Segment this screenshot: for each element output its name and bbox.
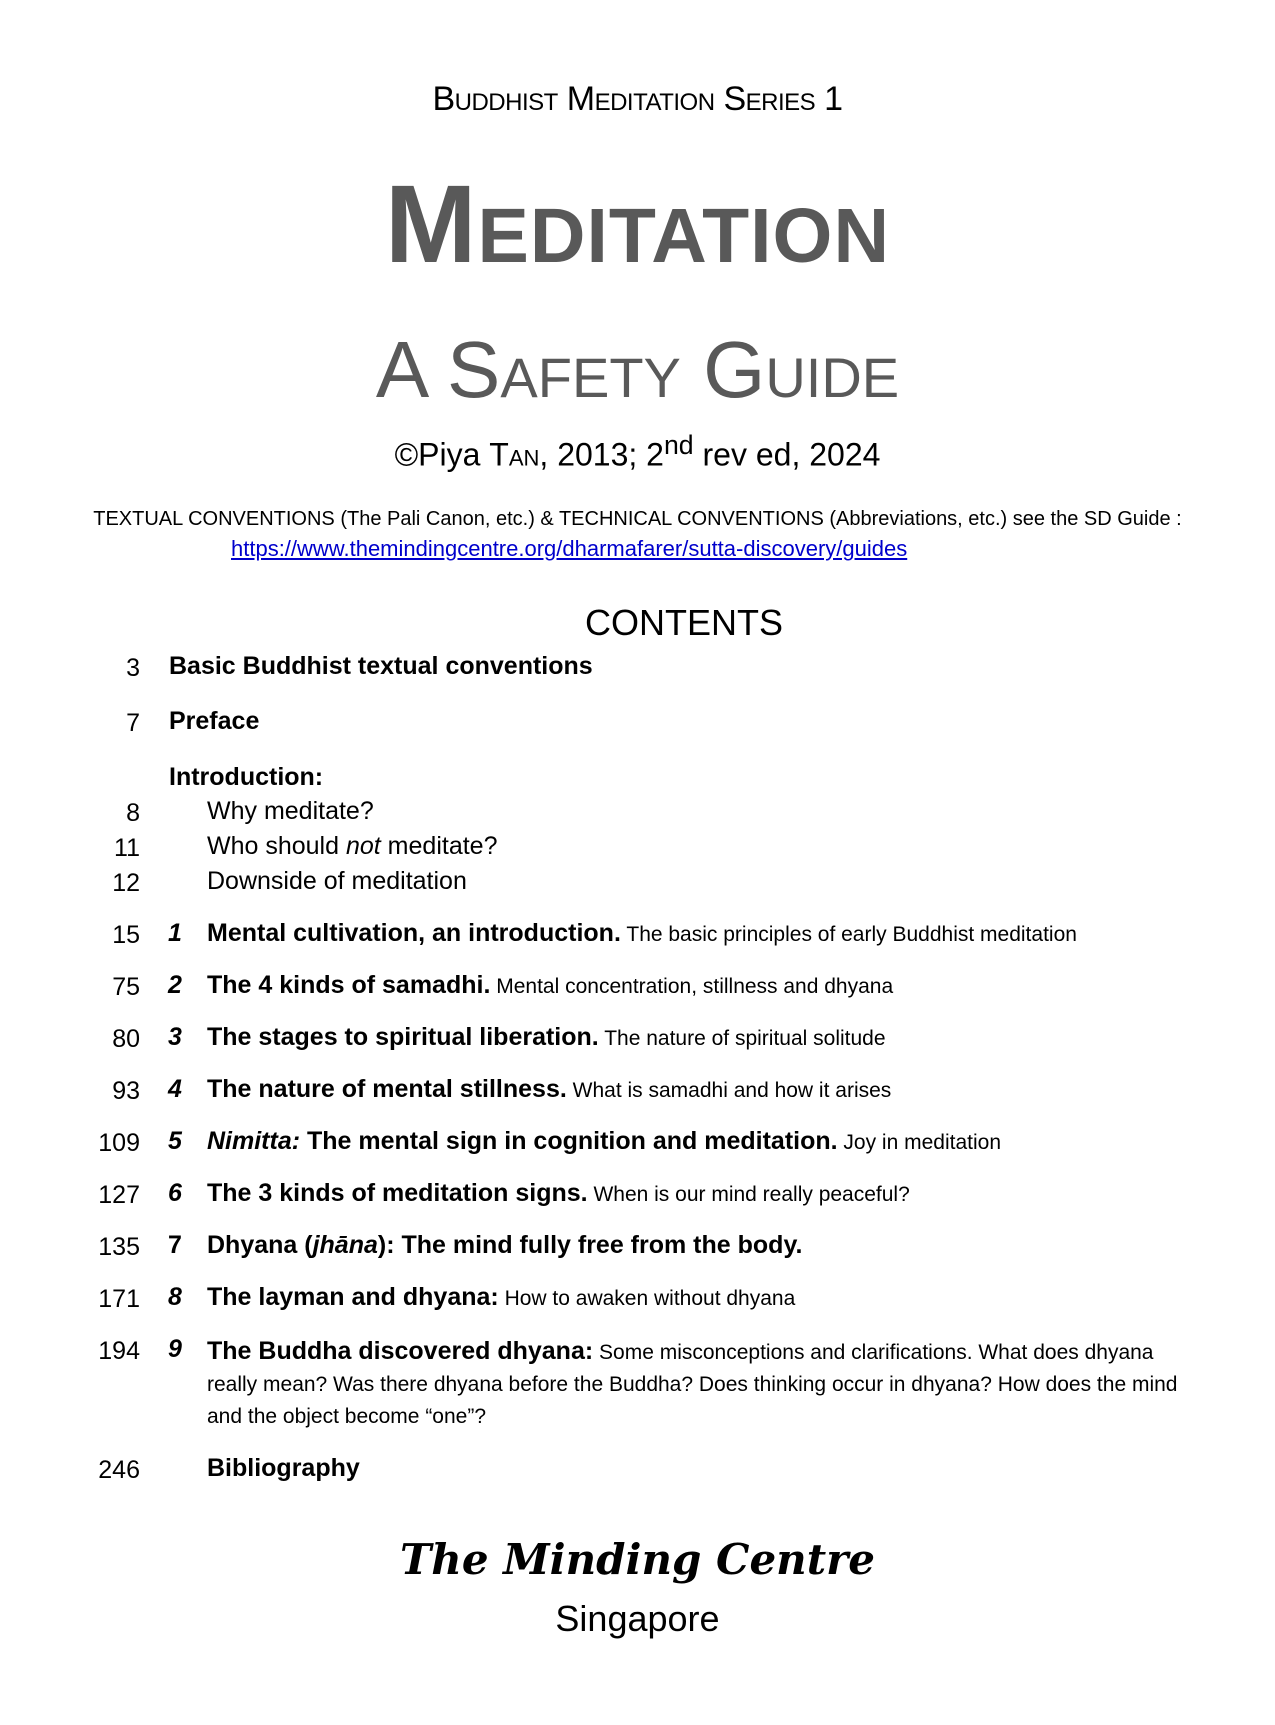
toc-chapter-number: 2 bbox=[168, 971, 182, 999]
toc-chapter-title: The stages to spiritual liberation. bbox=[207, 1023, 599, 1051]
toc-entry-text: meditate? bbox=[380, 832, 498, 860]
toc-chapter-2[interactable] bbox=[207, 971, 893, 1000]
copyright-prefix: ©Piya bbox=[394, 436, 490, 473]
toc-page-number: 109 bbox=[98, 1129, 140, 1157]
toc-page-number: 3 bbox=[126, 654, 140, 682]
toc-entry-text: Who should bbox=[207, 832, 346, 860]
toc-chapter-desc: The nature of spiritual solitude bbox=[598, 1027, 886, 1050]
toc-chapter-title: The mental sign in cognition and meditation. bbox=[300, 1127, 838, 1155]
toc-chapter-title: ): The mind fully free from the body. bbox=[377, 1231, 803, 1259]
book-subtitle: A Safety Guide bbox=[375, 325, 900, 414]
toc-chapter-number: 8 bbox=[168, 1283, 182, 1311]
copyright-mid: , 2013; 2 bbox=[539, 436, 664, 473]
toc-page-number: 12 bbox=[112, 869, 140, 897]
toc-chapter-number: 3 bbox=[168, 1023, 182, 1051]
toc-chapter-title: Mental cultivation, an introduction. bbox=[207, 919, 621, 947]
toc-chapter-desc: Some misconceptions and clarifications. What does dhyana really mean? Was there dhyana before the Buddha? Does thinking occur in dhyana? How does the mind and the object become “one”? bbox=[207, 1341, 1178, 1428]
toc-chapter-1[interactable] bbox=[207, 919, 1077, 948]
toc-chapter-8[interactable] bbox=[207, 1283, 795, 1312]
toc-page-number: 15 bbox=[112, 921, 140, 949]
conventions-note: TEXTUAL CONVENTIONS (The Pali Canon, etc.) & TECHNICAL CONVENTIONS (Abbreviations, etc.) see the SD Guide : bbox=[93, 508, 1182, 530]
toc-chapter-desc: How to awaken without dhyana bbox=[498, 1287, 796, 1310]
toc-chapter-number: 6 bbox=[168, 1179, 182, 1207]
toc-chapter-title: The Buddha discovered dhyana: bbox=[207, 1337, 594, 1365]
toc-chapter-title: The 4 kinds of samadhi. bbox=[207, 971, 491, 999]
toc-chapter-emphasis: jhāna bbox=[312, 1231, 378, 1259]
toc-page-number: 8 bbox=[126, 799, 140, 827]
copyright-sup: nd bbox=[663, 430, 694, 460]
publisher-name: The Minding Centre bbox=[400, 1535, 875, 1584]
toc-page-number: 246 bbox=[98, 1456, 140, 1484]
toc-entry-who-should-not[interactable] bbox=[207, 832, 497, 861]
toc-chapter-desc: What is samadhi and how it arises bbox=[566, 1079, 892, 1102]
contents-heading: CONTENTS bbox=[585, 602, 783, 643]
toc-chapter-4[interactable] bbox=[207, 1075, 891, 1104]
toc-entry-bibliography[interactable]: Bibliography bbox=[207, 1454, 360, 1482]
toc-chapter-number: 7 bbox=[168, 1231, 182, 1259]
toc-chapter-6[interactable] bbox=[207, 1179, 910, 1208]
toc-chapter-title-pre: Dhyana ( bbox=[207, 1231, 313, 1259]
toc-chapter-3[interactable] bbox=[207, 1023, 886, 1052]
toc-chapter-number: 4 bbox=[168, 1075, 182, 1103]
copyright-line bbox=[0, 430, 1275, 474]
toc-chapter-5[interactable] bbox=[207, 1127, 1001, 1156]
toc-entry-conventions[interactable]: Basic Buddhist textual conventions bbox=[169, 652, 593, 680]
toc-page-number: 75 bbox=[112, 973, 140, 1001]
publisher-city: Singapore bbox=[555, 1598, 720, 1639]
copyright-suffix: rev ed, 2024 bbox=[693, 436, 881, 473]
toc-page-number: 194 bbox=[98, 1337, 140, 1365]
toc-chapter-number: 9 bbox=[168, 1335, 182, 1363]
toc-introduction-heading: Introduction: bbox=[169, 763, 324, 791]
series-title: Buddhist Meditation Series 1 bbox=[432, 80, 843, 118]
toc-chapter-desc: Mental concentration, stillness and dhyana bbox=[490, 975, 894, 998]
toc-chapter-desc: Joy in meditation bbox=[837, 1131, 1001, 1154]
toc-page-number: 7 bbox=[126, 709, 140, 737]
toc-chapter-title: The nature of mental stillness. bbox=[207, 1075, 567, 1103]
toc-entry-emphasis: not bbox=[345, 832, 381, 860]
copyright-author: Tan bbox=[489, 436, 540, 473]
toc-page-number: 127 bbox=[98, 1181, 140, 1209]
toc-page-number: 80 bbox=[112, 1025, 140, 1053]
toc-chapter-desc: The basic principles of early Buddhist meditation bbox=[620, 923, 1077, 946]
toc-entry-why-meditate[interactable]: Why meditate? bbox=[207, 797, 374, 825]
toc-page-number: 135 bbox=[98, 1233, 140, 1261]
toc-chapter-title: The 3 kinds of meditation signs. bbox=[207, 1179, 588, 1207]
toc-chapter-emphasis: Nimitta: bbox=[207, 1127, 301, 1155]
book-title: Meditation bbox=[384, 163, 891, 286]
toc-chapter-title: The layman and dhyana: bbox=[207, 1283, 499, 1311]
toc-chapter-number: 1 bbox=[168, 919, 182, 947]
sd-guide-link[interactable]: https://www.themindingcentre.org/dharmafarer/sutta-discovery/guides bbox=[231, 536, 908, 561]
toc-chapter-desc: When is our mind really peaceful? bbox=[587, 1183, 910, 1206]
toc-chapter-9[interactable] bbox=[207, 1335, 1207, 1433]
toc-page-number: 93 bbox=[112, 1077, 140, 1105]
toc-entry-preface[interactable]: Preface bbox=[169, 707, 260, 735]
toc-page-number: 171 bbox=[98, 1285, 140, 1313]
toc-page-number: 11 bbox=[114, 834, 140, 862]
toc-chapter-7[interactable] bbox=[207, 1231, 802, 1260]
toc-entry-downside[interactable]: Downside of meditation bbox=[207, 867, 467, 895]
toc-chapter-number: 5 bbox=[168, 1127, 182, 1155]
